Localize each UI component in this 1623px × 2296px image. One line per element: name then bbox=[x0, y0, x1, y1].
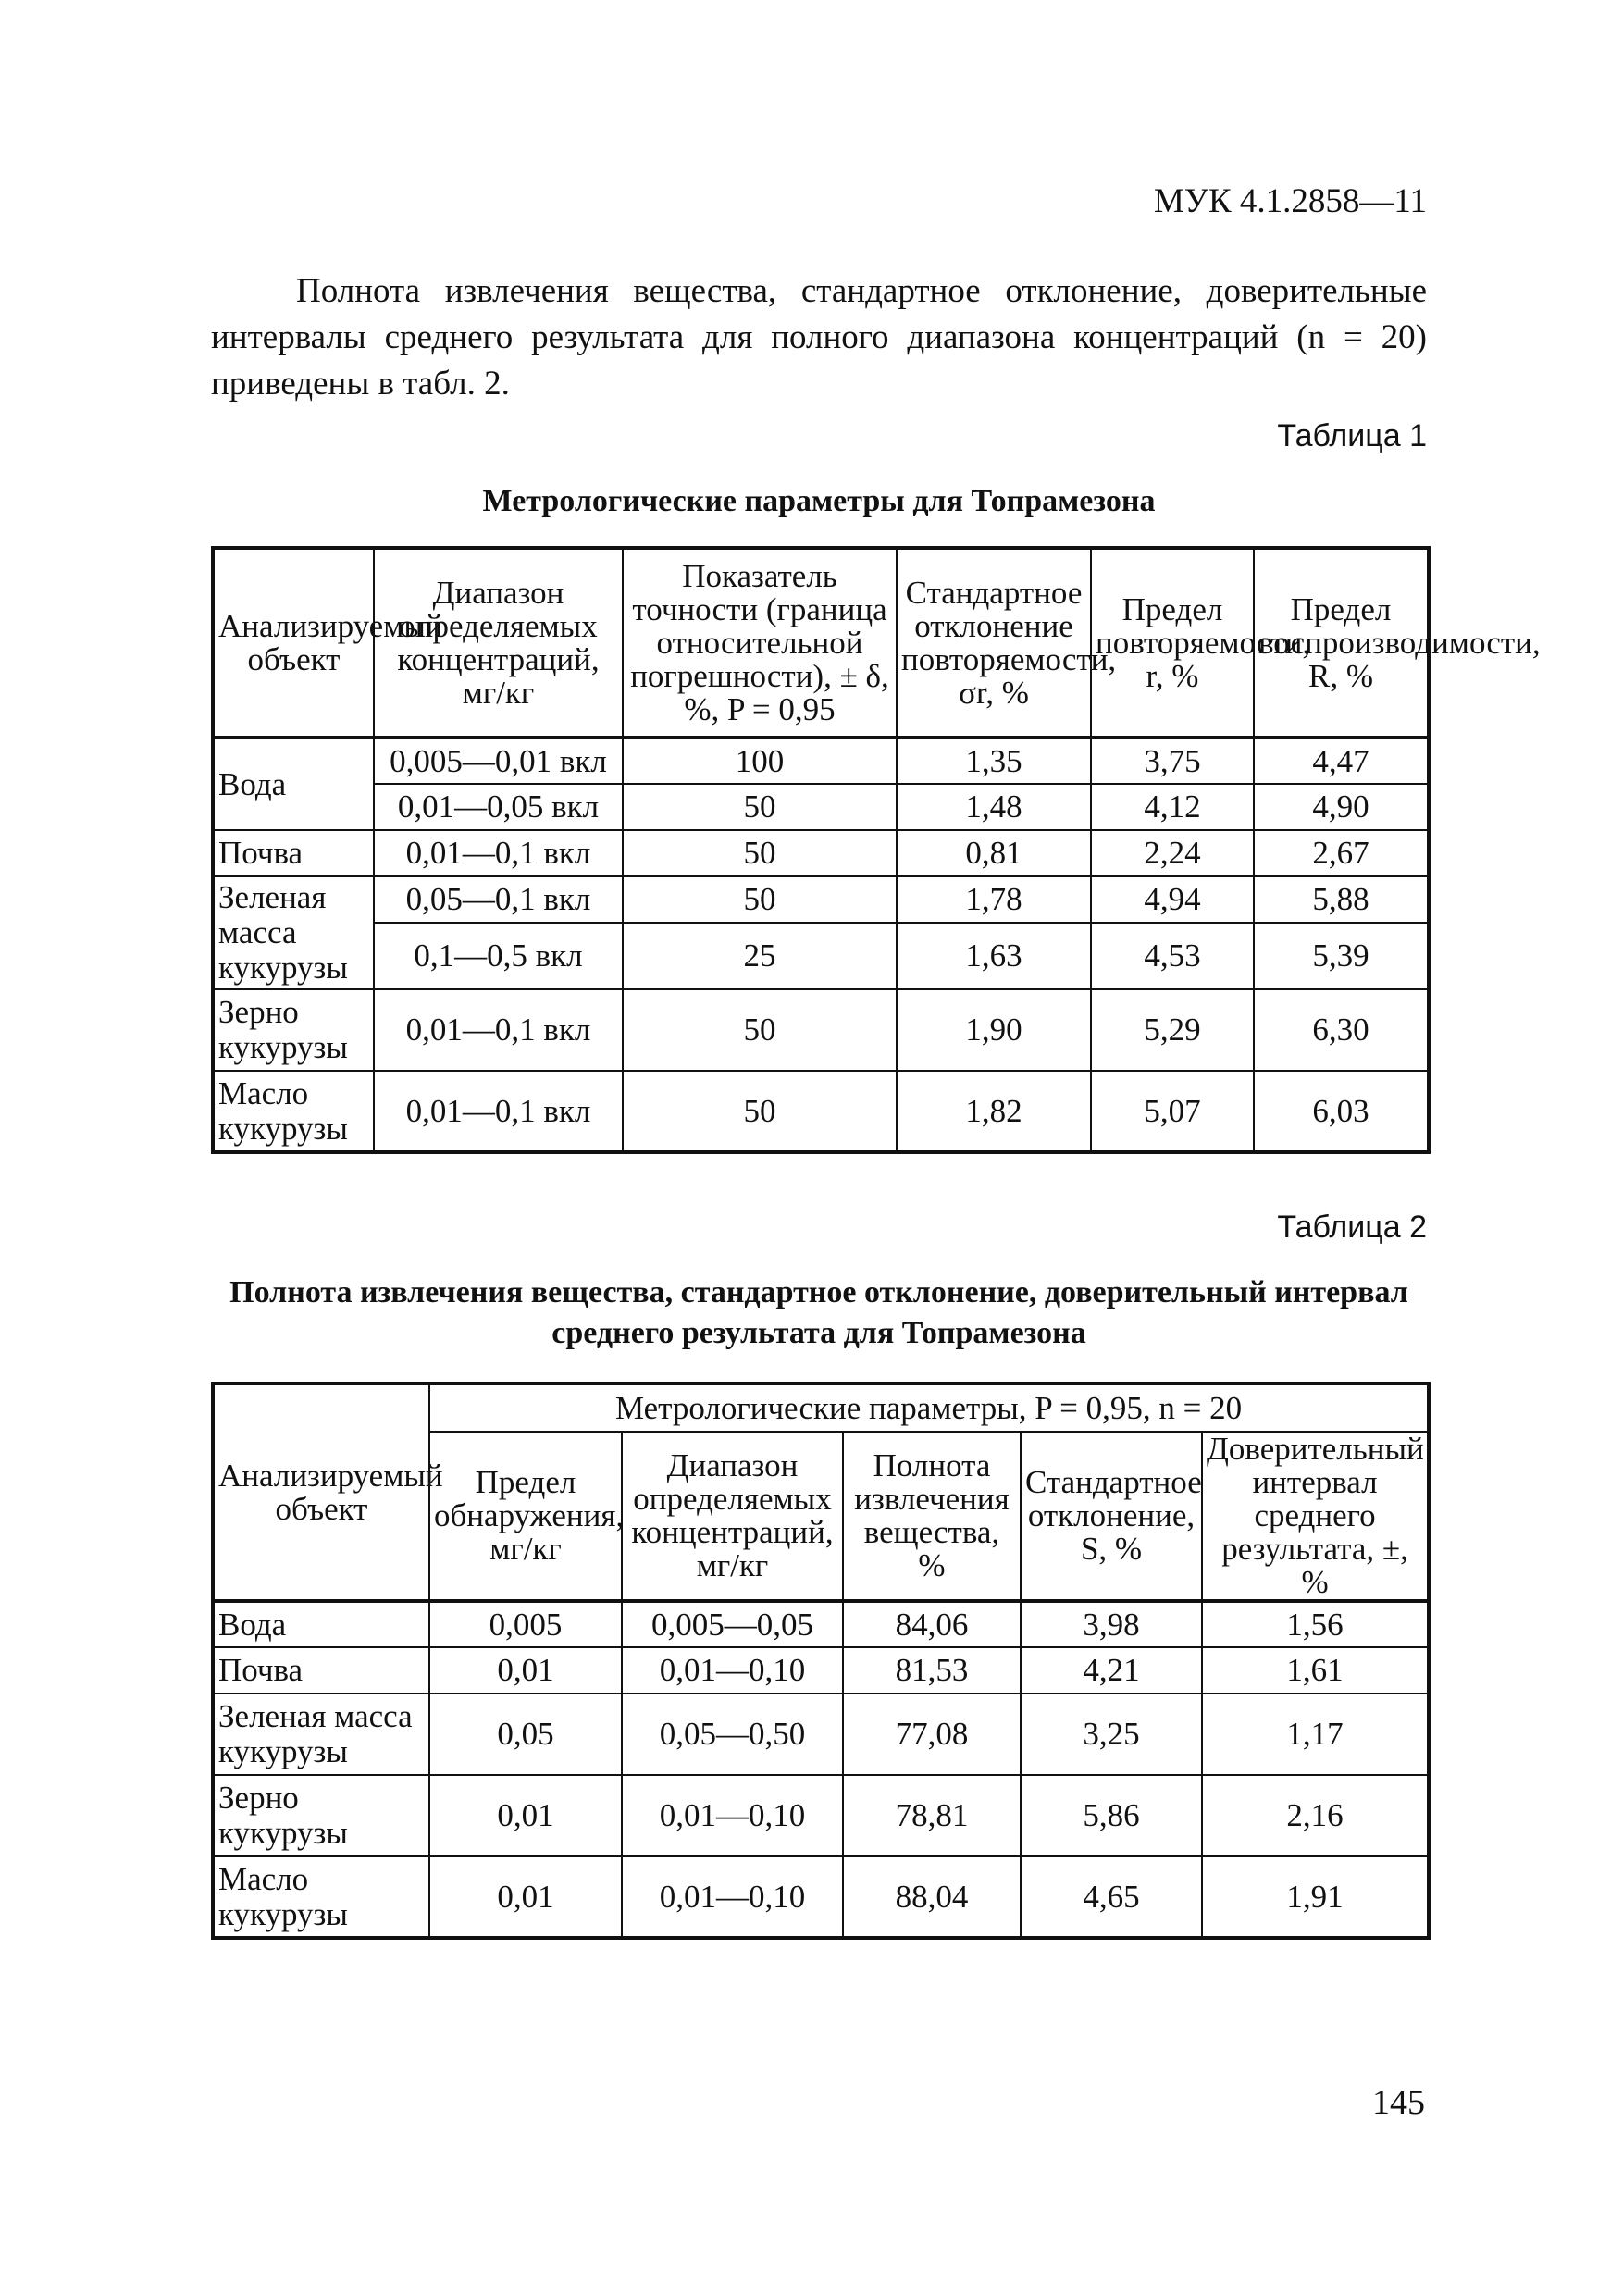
reproducibility-cell: 6,03 bbox=[1254, 1071, 1429, 1152]
lod-cell: 0,05 bbox=[429, 1694, 622, 1775]
table-row bbox=[213, 923, 1429, 989]
range-cell: 0,005—0,05 bbox=[622, 1601, 843, 1647]
table-1-title: Метрологические параметры для Топрамезона bbox=[482, 484, 1156, 518]
range-cell: 0,01—0,10 bbox=[622, 1775, 843, 1856]
recovery-cell: 81,53 bbox=[843, 1647, 1021, 1694]
repeatability-cell: 5,07 bbox=[1091, 1071, 1254, 1152]
range-cell: 0,01—0,05 вкл bbox=[374, 784, 623, 830]
column-header: Показатель точности (границa относительной погрешности), ± δ, %, P = 0,95 bbox=[623, 548, 897, 738]
table-2-label: Таблица 2 bbox=[1277, 1210, 1427, 1245]
recovery-cell: 88,04 bbox=[843, 1856, 1021, 1938]
repeatability-cell: 4,94 bbox=[1091, 876, 1254, 923]
lod-cell: 0,01 bbox=[429, 1775, 622, 1856]
column-header: Диапазон определяемых концентраций, мг/кг bbox=[374, 548, 623, 738]
column-header: Стандартное отклонение, S, % bbox=[1021, 1432, 1202, 1601]
range-cell: 0,01—0,10 bbox=[622, 1647, 843, 1694]
accuracy-cell: 50 bbox=[623, 1071, 897, 1152]
ci-cell: 1,91 bbox=[1202, 1856, 1429, 1938]
table-header-row bbox=[213, 548, 1429, 738]
sd-cell: 1,82 bbox=[897, 1071, 1091, 1152]
sd-cell: 5,86 bbox=[1021, 1775, 1202, 1856]
object-cell: Зерно кукурузы bbox=[213, 1775, 429, 1856]
sd-cell: 4,65 bbox=[1021, 1856, 1202, 1938]
table-row bbox=[213, 738, 1429, 784]
accuracy-cell: 50 bbox=[623, 876, 897, 923]
ci-cell: 1,56 bbox=[1202, 1601, 1429, 1647]
range-cell: 0,01—0,10 bbox=[622, 1856, 843, 1938]
accuracy-cell: 100 bbox=[623, 738, 897, 784]
sd-cell: 1,35 bbox=[897, 738, 1091, 784]
table-row bbox=[213, 1775, 1429, 1856]
table-1-label: Таблица 1 bbox=[1277, 418, 1427, 453]
lod-cell: 0,005 bbox=[429, 1601, 622, 1647]
reproducibility-cell: 6,30 bbox=[1254, 989, 1429, 1071]
sd-cell: 3,25 bbox=[1021, 1694, 1202, 1775]
column-header: Диапазон определяемых концентраций, мг/кг bbox=[622, 1432, 843, 1601]
object-cell: Почва bbox=[213, 1647, 429, 1694]
page-number: 145 bbox=[1372, 2083, 1425, 2122]
table-row bbox=[213, 1601, 1429, 1647]
table-row bbox=[213, 876, 1429, 923]
reproducibility-cell: 4,90 bbox=[1254, 784, 1429, 830]
recovery-cell: 84,06 bbox=[843, 1601, 1021, 1647]
metrology-table bbox=[211, 546, 1541, 1154]
reproducibility-cell: 5,88 bbox=[1254, 876, 1429, 923]
recovery-table bbox=[211, 1382, 1431, 1940]
repeatability-cell: 4,12 bbox=[1091, 784, 1254, 830]
range-cell: 0,01—0,1 вкл bbox=[374, 1071, 623, 1152]
reproducibility-cell: 5,39 bbox=[1254, 923, 1429, 989]
sd-cell: 1,78 bbox=[897, 876, 1091, 923]
intro-paragraph: Полнота извлечения вещества, стандартное отклонение, доверительные интервалы среднего результата для полного диапазона концентраций (n = 20) приведены в табл. 2. bbox=[211, 272, 1427, 403]
object-cell: Зеленая масса кукурузы bbox=[213, 1694, 429, 1775]
column-header: Предел повторяемости, r, % bbox=[1091, 548, 1254, 738]
repeatability-cell: 5,29 bbox=[1091, 989, 1254, 1071]
table-header-row bbox=[213, 1384, 1429, 1432]
range-cell: 0,1—0,5 вкл bbox=[374, 923, 623, 989]
reproducibility-cell: 2,67 bbox=[1254, 830, 1429, 876]
sd-cell: 1,63 bbox=[897, 923, 1091, 989]
object-cell: Зерно кукурузы bbox=[213, 989, 374, 1071]
sd-cell: 0,81 bbox=[897, 830, 1091, 876]
object-cell: Почва bbox=[213, 830, 374, 876]
lod-cell: 0,01 bbox=[429, 1647, 622, 1694]
column-header: Полнота извлечения вещества, % bbox=[843, 1432, 1021, 1601]
column-header: Предел воспроизводимости, R, % bbox=[1254, 548, 1429, 738]
range-cell: 0,005—0,01 вкл bbox=[374, 738, 623, 784]
sd-cell: 3,98 bbox=[1021, 1601, 1202, 1647]
column-header: Анализируемый объект bbox=[213, 1384, 429, 1601]
object-cell: Вода bbox=[213, 1601, 429, 1647]
object-cell: Зеленая масса кукурузы bbox=[213, 876, 374, 989]
column-header: Предел обнаружения, мг/кг bbox=[429, 1432, 622, 1601]
column-header: Доверительный интервал среднего результата, ±, % bbox=[1202, 1432, 1429, 1601]
column-header: Анализируемый объект bbox=[213, 548, 374, 738]
sd-cell: 1,48 bbox=[897, 784, 1091, 830]
table-row bbox=[213, 1647, 1429, 1694]
table-row bbox=[213, 830, 1429, 876]
ci-cell: 1,17 bbox=[1202, 1694, 1429, 1775]
range-cell: 0,01—0,1 вкл bbox=[374, 989, 623, 1071]
sd-cell: 1,90 bbox=[897, 989, 1091, 1071]
repeatability-cell: 3,75 bbox=[1091, 738, 1254, 784]
object-cell: Масло кукурузы bbox=[213, 1856, 429, 1938]
recovery-cell: 77,08 bbox=[843, 1694, 1021, 1775]
accuracy-cell: 25 bbox=[623, 923, 897, 989]
range-cell: 0,01—0,1 вкл bbox=[374, 830, 623, 876]
repeatability-cell: 2,24 bbox=[1091, 830, 1254, 876]
range-cell: 0,05—0,50 bbox=[622, 1694, 843, 1775]
recovery-cell: 78,81 bbox=[843, 1775, 1021, 1856]
document-code: МУК 4.1.2858—11 bbox=[1153, 182, 1427, 220]
group-header: Метрологические параметры, P = 0,95, n = 20 bbox=[429, 1384, 1429, 1432]
table-row bbox=[213, 1071, 1429, 1152]
ci-cell: 2,16 bbox=[1202, 1775, 1429, 1856]
ci-cell: 1,61 bbox=[1202, 1647, 1429, 1694]
table-row bbox=[213, 989, 1429, 1071]
repeatability-cell: 4,53 bbox=[1091, 923, 1254, 989]
table-row bbox=[213, 1694, 1429, 1775]
lod-cell: 0,01 bbox=[429, 1856, 622, 1938]
column-header: Стандартное отклонение повторяемости, σr, % bbox=[897, 548, 1091, 738]
table-2-title: Полнота извлечения вещества, стандартное отклонение, доверительный интервал среднего результата для Топрамезона bbox=[229, 1275, 1408, 1350]
object-cell: Масло кукурузы bbox=[213, 1071, 374, 1152]
accuracy-cell: 50 bbox=[623, 784, 897, 830]
table-row bbox=[213, 1856, 1429, 1938]
accuracy-cell: 50 bbox=[623, 989, 897, 1071]
sd-cell: 4,21 bbox=[1021, 1647, 1202, 1694]
object-cell: Вода bbox=[213, 738, 374, 830]
range-cell: 0,05—0,1 вкл bbox=[374, 876, 623, 923]
accuracy-cell: 50 bbox=[623, 830, 897, 876]
reproducibility-cell: 4,47 bbox=[1254, 738, 1429, 784]
table-row bbox=[213, 784, 1429, 830]
